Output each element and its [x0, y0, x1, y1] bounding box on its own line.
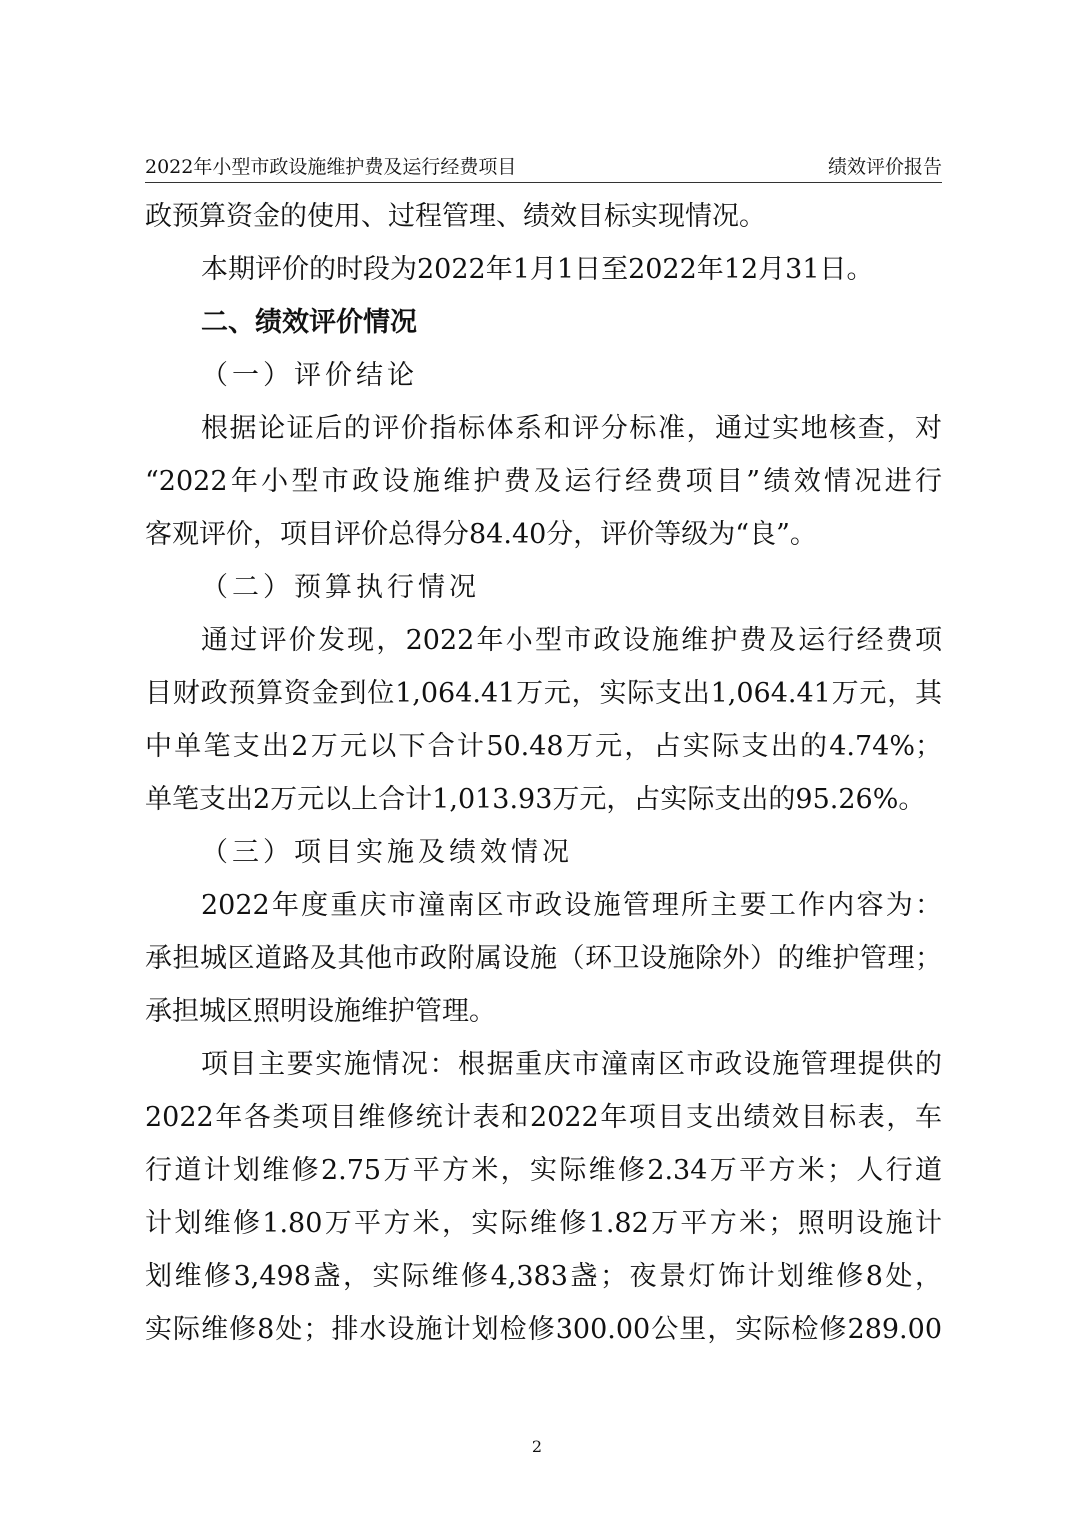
paragraph-line: 单笔支出2万元以上合计1,013.93万元，占实际支出的95.26%。: [145, 784, 926, 815]
subsection-heading: （二）预算执行情况: [201, 572, 480, 603]
paragraph-line: 实际维修8处；排水设施计划检修300.00公里，实际检修289.00: [145, 1314, 942, 1345]
paragraph-line: “2022年小型市政设施维护费及运行经费项目”绩效情况进行: [145, 466, 942, 497]
paragraph-line: 承担城区道路及其他市政附属设施（环卫设施除外）的维护管理；: [145, 943, 942, 974]
paragraph-line: 根据论证后的评价指标体系和评分标准，通过实地核查，对: [201, 413, 942, 444]
page-number: 2: [531, 1437, 543, 1456]
subsection-heading: （一）评价结论: [201, 360, 418, 391]
header-report-type: 绩效评价报告: [827, 156, 942, 178]
page-header: [145, 148, 942, 183]
paragraph-line: 目财政预算资金到位1,064.41万元，实际支出1,064.41万元，其: [145, 678, 942, 709]
paragraph-line: 客观评价，项目评价总得分84.40分，评价等级为“良”。: [145, 519, 817, 550]
paragraph-line: 2022年度重庆市潼南区市政设施管理所主要工作内容为：: [201, 890, 942, 921]
paragraph-line: 通过评价发现，2022年小型市政设施维护费及运行经费项: [201, 625, 942, 656]
document-body: [145, 190, 942, 1356]
paragraph-line: 划维修3,498盏，实际维修4,383盏；夜景灯饰计划维修8处，: [145, 1261, 942, 1292]
paragraph-line: 项目主要实施情况：根据重庆市潼南区市政设施管理提供的: [201, 1049, 942, 1080]
paragraph-line: 中单笔支出2万元以下合计50.48万元，占实际支出的4.74%；: [145, 731, 942, 762]
section-heading: 二、绩效评价情况: [201, 307, 417, 338]
paragraph-line: 承担城区照明设施维护管理。: [145, 996, 496, 1027]
paragraph-line: 政预算资金的使用、过程管理、绩效目标实现情况。: [145, 201, 766, 232]
subsection-heading: （三）项目实施及绩效情况: [201, 837, 573, 868]
paragraph-line: 本期评价的时段为2022年1月1日至2022年12月31日。: [201, 254, 874, 285]
paragraph-line: 2022年各类项目维修统计表和2022年项目支出绩效目标表，车: [145, 1102, 942, 1133]
paragraph-line: 行道计划维修2.75万平方米，实际维修2.34万平方米；人行道: [145, 1155, 942, 1186]
paragraph-line: 计划维修1.80万平方米，实际维修1.82万平方米；照明设施计: [145, 1208, 942, 1239]
header-title: 2022年小型市政设施维护费及运行经费项目: [145, 156, 517, 178]
